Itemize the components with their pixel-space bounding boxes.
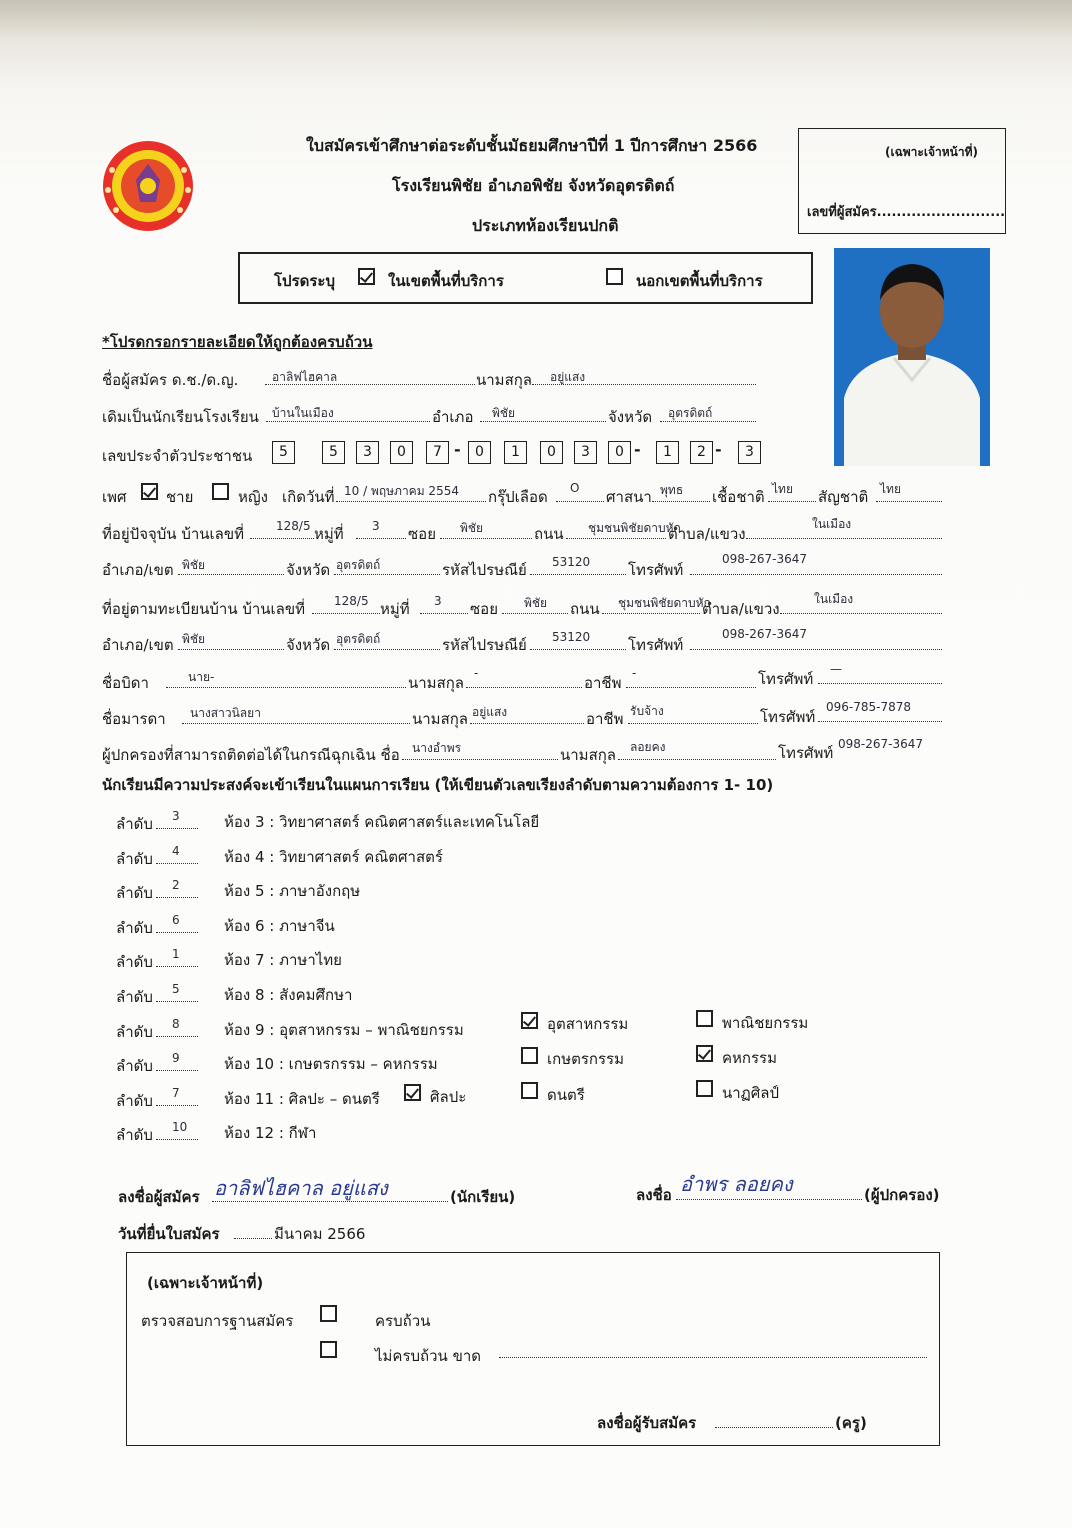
- zone-selection-box: [238, 252, 813, 304]
- zone-in-checkbox[interactable]: [358, 268, 375, 285]
- school-province-value[interactable]: อุตรดิตถ์: [668, 406, 713, 420]
- national-id-digit[interactable]: 0: [608, 441, 631, 464]
- religion-label: ศาสนา: [606, 488, 652, 506]
- father-surname-label: นามสกุล: [408, 674, 464, 692]
- father-label: ชื่อบิดา: [102, 674, 149, 692]
- applicant-name-label: ชื่อผู้สมัคร ด.ช./ด.ญ.: [102, 371, 239, 389]
- zone-in-label: ในเขตพื้นที่บริการ: [388, 272, 504, 290]
- commerce-checkbox[interactable]: [696, 1010, 713, 1027]
- guardian-phone-label: โทรศัพท์: [778, 744, 834, 762]
- current-district[interactable]: พิชัย: [182, 558, 206, 572]
- guardian-name[interactable]: นางอำพร: [412, 741, 462, 755]
- form-title-line1: ใบสมัครเข้าศึกษาต่อระดับชั้นมัธยมศึกษาปีที่ 1 ปีการศึกษา 2566: [306, 136, 758, 155]
- plan-order-label: ลำดับ: [116, 1126, 153, 1144]
- national-id-digit[interactable]: 0: [390, 441, 413, 464]
- study-plan-heading: นักเรียนมีความประสงค์จะเข้าเรียนในแผนการเรียน (ให้เขียนตัวเลขเรียงลำดับตามความต้องการ 1- 10): [102, 776, 774, 794]
- school-logo-icon: [100, 140, 196, 232]
- national-id-digit[interactable]: 1: [656, 441, 679, 464]
- office-use-title: (เฉพาะเจ้าหน้าที่): [147, 1274, 264, 1292]
- art-checkbox[interactable]: [404, 1084, 421, 1101]
- registered-road[interactable]: ชุมชนพิชัยดาบหัก: [618, 596, 711, 610]
- registered-phone[interactable]: 098-267-3647: [722, 627, 808, 641]
- plan-order-value[interactable]: 4: [172, 844, 180, 858]
- plan-order-label: ลำดับ: [116, 1057, 153, 1075]
- applicant-surname-label: นามสกุล: [476, 371, 532, 389]
- religion-value[interactable]: พุทธ: [660, 483, 684, 497]
- plan-order-value[interactable]: 5: [172, 982, 180, 996]
- school-district-value[interactable]: พิชัย: [492, 406, 516, 420]
- incomplete-checkbox[interactable]: [320, 1341, 337, 1358]
- plan-room-label: ห้อง 7 : ภาษาไทย: [224, 951, 342, 969]
- father-occupation[interactable]: -: [632, 666, 637, 680]
- former-school-value[interactable]: บ้านในเมือง: [272, 406, 334, 420]
- registered-subdistrict-label: ตำบล/แขวง: [702, 600, 780, 618]
- industry-checkbox[interactable]: [521, 1012, 538, 1029]
- nationality-value[interactable]: ไทย: [880, 482, 901, 496]
- guardian-role: (ผู้ปกครอง): [864, 1186, 940, 1204]
- guardian-surname-label: นามสกุล: [560, 746, 616, 764]
- zone-label: โปรดระบุ: [274, 272, 336, 290]
- office-number-box: [798, 128, 1006, 234]
- national-id-label: เลขประจำตัวประชาชน: [102, 447, 253, 465]
- commerce-label: พาณิชยกรรม: [722, 1014, 809, 1032]
- current-phone-label: โทรศัพท์: [628, 561, 684, 579]
- plan-order-value[interactable]: 7: [172, 1086, 180, 1100]
- plan-order-label: ลำดับ: [116, 953, 153, 971]
- plan-order-value[interactable]: 2: [172, 878, 180, 892]
- current-house-no[interactable]: 128/5: [276, 519, 311, 533]
- current-road[interactable]: ชุมชนพิชัยดาบหัก: [588, 521, 681, 535]
- sex-male-checkbox[interactable]: [141, 483, 158, 500]
- current-district-label: อำเภอ/เขต: [102, 561, 174, 579]
- registered-district-label: อำเภอ/เขต: [102, 636, 174, 654]
- plan-order-label: ลำดับ: [116, 1092, 153, 1110]
- former-school-label: เดิมเป็นนักเรียนโรงเรียน: [102, 408, 259, 426]
- applicant-role: (นักเรียน): [450, 1188, 516, 1206]
- agriculture-checkbox[interactable]: [521, 1047, 538, 1064]
- sex-male-label: ชาย: [166, 488, 194, 506]
- instruction-text: *โปรดกรอกรายละเอียดให้ถูกต้องครบถ้วน: [102, 333, 373, 351]
- plan-order-value[interactable]: 8: [172, 1017, 180, 1031]
- race-label: เชื้อชาติ: [712, 488, 765, 506]
- applicant-photo: [834, 248, 990, 466]
- dance-checkbox[interactable]: [696, 1080, 713, 1097]
- submit-date-label: วันที่ยื่นใบสมัคร: [118, 1225, 220, 1243]
- industry-label: อุตสาหกรรม: [547, 1015, 629, 1033]
- sex-female-label: หญิง: [238, 488, 268, 506]
- plan-order-label: ลำดับ: [116, 884, 153, 902]
- id-separator: -: [454, 440, 461, 459]
- document-check-label: ตรวจสอบการฐานสมัคร: [141, 1312, 294, 1330]
- school-province-label: จังหวัด: [608, 408, 653, 426]
- current-soi-label: ซอย: [408, 525, 436, 543]
- sex-label: เพศ: [102, 488, 127, 506]
- birth-label: เกิดวันที่: [282, 488, 335, 506]
- mother-surname[interactable]: อยู่แสง: [472, 705, 508, 719]
- current-subdistrict-label: ตำบล/แขวง: [668, 525, 746, 543]
- art-label: ศิลปะ: [430, 1088, 467, 1106]
- national-id-digit[interactable]: 0: [468, 441, 491, 464]
- applicant-signature[interactable]: อาลิฟไฮคาล อยู่แสง: [214, 1176, 388, 1200]
- applicant-number-label[interactable]: เลขที่ผู้สมัคร..........................: [807, 205, 1006, 220]
- registered-soi-label: ซอย: [470, 600, 498, 618]
- home-economics-label: คหกรรม: [722, 1049, 778, 1067]
- registered-province[interactable]: อุตรดิตถ์: [336, 632, 381, 646]
- receiver-role: (ครู): [835, 1414, 867, 1432]
- national-id-digit[interactable]: 5: [272, 441, 295, 464]
- current-postal-label: รหัสไปรษณีย์: [442, 561, 527, 579]
- plan-order-label: ลำดับ: [116, 815, 153, 833]
- submit-date-value[interactable]: มีนาคม 2566: [274, 1225, 366, 1243]
- school-district-label: อำเภอ: [432, 408, 474, 426]
- guardian-phone[interactable]: 098-267-3647: [838, 737, 924, 751]
- form-title-line3: ประเภทห้องเรียนปกติ: [472, 216, 619, 235]
- mother-occupation[interactable]: รับจ้าง: [630, 704, 664, 718]
- nationality-label: สัญชาติ: [818, 488, 869, 506]
- national-id-digit[interactable]: 3: [356, 441, 379, 464]
- current-province[interactable]: อุตรดิตถ์: [336, 558, 381, 572]
- plan-room-label: ห้อง 6 : ภาษาจีน: [224, 917, 335, 935]
- guardian-surname[interactable]: ลอยคง: [630, 740, 666, 754]
- national-id-digit[interactable]: 7: [426, 441, 449, 464]
- plan-order-value[interactable]: 1: [172, 947, 180, 961]
- applicant-signature-label: ลงชื่อผู้สมัคร: [118, 1188, 200, 1206]
- office-use-box: [126, 1252, 940, 1446]
- registered-moo[interactable]: 3: [434, 594, 442, 608]
- home-economics-checkbox[interactable]: [696, 1045, 713, 1062]
- plan-order-value[interactable]: 3: [172, 809, 180, 823]
- registered-postal[interactable]: 53120: [552, 630, 591, 644]
- complete-checkbox[interactable]: [320, 1305, 337, 1322]
- agriculture-label: เกษตรกรรม: [547, 1050, 624, 1068]
- mother-label: ชื่อมารดา: [102, 710, 166, 728]
- current-address-label: ที่อยู่ปัจจุบัน บ้านเลขที่: [102, 525, 244, 543]
- current-phone[interactable]: 098-267-3647: [722, 552, 808, 566]
- guardian-signature-label: ลงชื่อ: [636, 1186, 672, 1204]
- plan-order-value[interactable]: 10: [172, 1120, 188, 1134]
- current-postal[interactable]: 53120: [552, 555, 591, 569]
- national-id-digit[interactable]: 3: [738, 441, 761, 464]
- sex-female-checkbox[interactable]: [212, 483, 229, 500]
- plan-order-label: ลำดับ: [116, 1023, 153, 1041]
- plan-order-value[interactable]: 9: [172, 1051, 180, 1065]
- applicant-name-value[interactable]: อาลิฟไฮคาล: [272, 370, 338, 384]
- guardian-label: ผู้ปกครองที่สามารถติดต่อได้ในกรณีฉุกเฉิน ชื่อ: [102, 746, 400, 764]
- blood-label: กรุ๊ปเลือด: [488, 488, 548, 506]
- plan-room-label: ห้อง 10 : เกษตรกรรม – คหกรรม: [224, 1055, 438, 1073]
- plan-room-label: ห้อง 5 : ภาษาอังกฤษ: [224, 882, 361, 900]
- incomplete-label: ไม่ครบถ้วน ขาด: [375, 1347, 481, 1365]
- plan-room-label: ห้อง 11 : ศิลปะ – ดนตรี: [224, 1090, 380, 1108]
- plan-room-label: ห้อง 4 : วิทยาศาสตร์ คณิตศาสตร์: [224, 848, 443, 866]
- mother-surname-label: นามสกุล: [412, 710, 468, 728]
- id-separator: -: [715, 440, 722, 459]
- registered-subdistrict[interactable]: ในเมือง: [814, 592, 854, 606]
- plan-order-value[interactable]: 6: [172, 913, 180, 927]
- blood-value[interactable]: O: [570, 481, 580, 495]
- receiver-signature-label: ลงชื่อผู้รับสมัคร: [597, 1414, 697, 1432]
- plan-room-label: ห้อง 9 : อุตสาหกรรม – พาณิชยกรรม: [224, 1021, 464, 1039]
- birth-value[interactable]: 10 / พฤษภาคม 2554: [344, 484, 459, 498]
- registered-province-label: จังหวัด: [286, 636, 331, 654]
- registered-district[interactable]: พิชัย: [182, 632, 206, 646]
- registered-moo-label: หมู่ที่: [380, 600, 410, 618]
- plan-room-label: ห้อง 8 : สังคมศึกษา: [224, 986, 353, 1004]
- registered-road-label: ถนน: [570, 600, 600, 618]
- office-box-title: (เฉพาะเจ้าหน้าที่): [885, 145, 978, 159]
- plan-room-label: ห้อง 12 : กีฬา: [224, 1124, 317, 1142]
- mother-phone-label: โทรศัพท์: [760, 708, 816, 726]
- registered-postal-label: รหัสไปรษณีย์: [442, 636, 527, 654]
- race-value[interactable]: ไทย: [772, 482, 793, 496]
- father-occupation-label: อาชีพ: [584, 674, 622, 692]
- national-id-digit[interactable]: 1: [504, 441, 527, 464]
- mother-name[interactable]: นางสาวนิลยา: [190, 706, 261, 720]
- complete-label: ครบถ้วน: [375, 1312, 431, 1330]
- plan-order-label: ลำดับ: [116, 919, 153, 937]
- music-label: ดนตรี: [547, 1086, 585, 1104]
- plan-order-label: ลำดับ: [116, 988, 153, 1006]
- current-subdistrict[interactable]: ในเมือง: [812, 517, 852, 531]
- id-separator: -: [634, 440, 641, 459]
- national-id-digit[interactable]: 2: [690, 441, 713, 464]
- registered-house-no[interactable]: 128/5: [334, 594, 369, 608]
- national-id-digit[interactable]: 3: [574, 441, 597, 464]
- dance-label: นาฏศิลป์: [722, 1084, 779, 1102]
- current-soi[interactable]: พิชัย: [460, 521, 484, 535]
- music-checkbox[interactable]: [521, 1082, 538, 1099]
- father-name[interactable]: นาย-: [188, 670, 215, 684]
- mother-phone[interactable]: 096-785-7878: [826, 700, 912, 714]
- plan-order-label: ลำดับ: [116, 850, 153, 868]
- applicant-surname-value[interactable]: อยู่แสง: [550, 370, 586, 384]
- national-id-digit[interactable]: 5: [322, 441, 345, 464]
- father-phone-label: โทรศัพท์: [758, 670, 814, 688]
- registered-address-label: ที่อยู่ตามทะเบียนบ้าน บ้านเลขที่: [102, 600, 305, 618]
- father-phone[interactable]: —: [830, 662, 842, 676]
- current-moo[interactable]: 3: [372, 519, 380, 533]
- registered-phone-label: โทรศัพท์: [628, 636, 684, 654]
- current-province-label: จังหวัด: [286, 561, 331, 579]
- national-id-digit[interactable]: 0: [540, 441, 563, 464]
- current-moo-label: หมู่ที่: [314, 525, 344, 543]
- father-surname[interactable]: -: [474, 666, 479, 680]
- zone-out-checkbox[interactable]: [606, 268, 623, 285]
- mother-occupation-label: อาชีพ: [586, 710, 624, 728]
- current-road-label: ถนน: [534, 525, 564, 543]
- plan-room-label: ห้อง 3 : วิทยาศาสตร์ คณิตศาสตร์และเทคโนโลยี: [224, 813, 540, 831]
- zone-out-label: นอกเขตพื้นที่บริการ: [636, 272, 763, 290]
- form-title-line2: โรงเรียนพิชัย อำเภอพิชัย จังหวัดอุตรดิตถ์: [392, 176, 675, 195]
- registered-soi[interactable]: พิชัย: [524, 596, 548, 610]
- guardian-signature[interactable]: อำพร ลอยคง: [680, 1172, 793, 1196]
